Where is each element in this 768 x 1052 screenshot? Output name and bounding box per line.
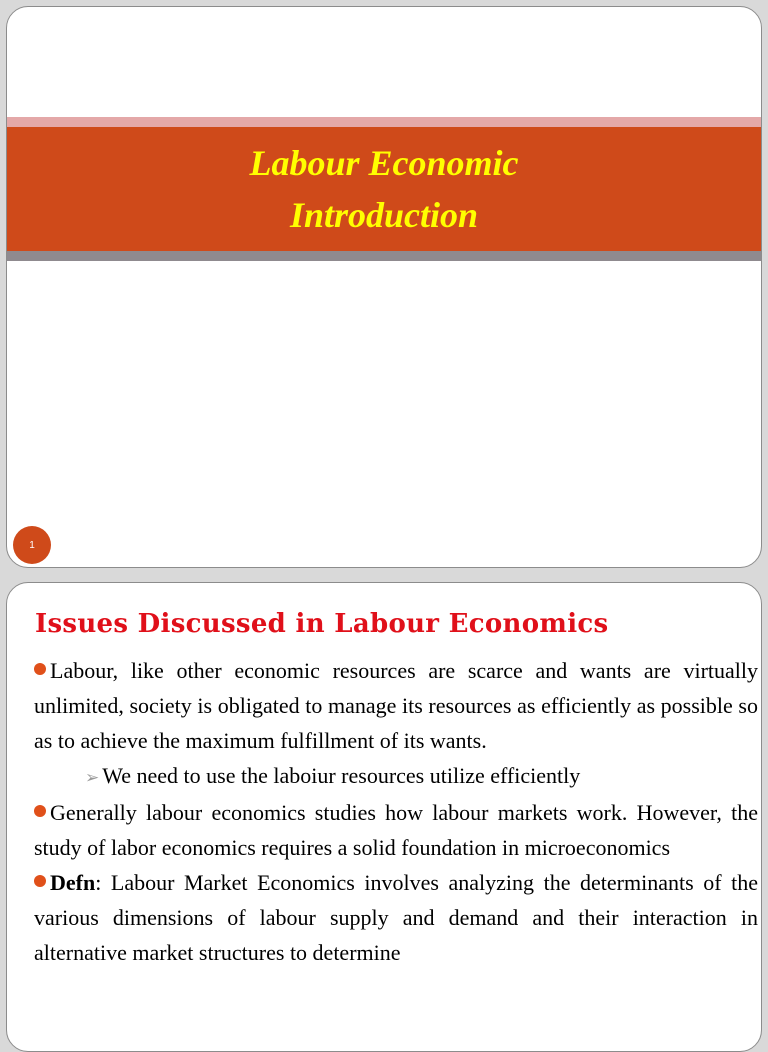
bullet-text-1: Labour, like other economic resources are scarce and wants are virtually unlimited, society is obligated to manage its resources as efficiently as possible so as to achieve the maximum fulfillment of its wants. — [34, 658, 758, 753]
definition-label: Defn — [50, 870, 96, 895]
bullet-item-3 — [34, 865, 758, 970]
round-bullet-icon — [34, 663, 46, 675]
slide-2 — [6, 582, 762, 1052]
slide-title-line-1: Labour Economic — [249, 143, 519, 183]
round-bullet-icon — [34, 805, 46, 817]
bullet-text-2: Generally labour economics studies how labour markets work. However, the study of labor economics requires a solid foundation in microeconomics — [34, 800, 758, 860]
slide-body — [34, 653, 758, 970]
sub-bullet-text: We need to use the laboiur resources utilize efficiently — [102, 763, 581, 788]
title-bottom-strip — [7, 251, 761, 261]
title-top-strip — [7, 117, 761, 127]
slide-heading: Issues Discussed in Labour Economics — [35, 609, 609, 639]
slide-number-badge: 1 — [13, 526, 51, 564]
sub-bullet-item — [34, 758, 758, 795]
slide-title-line-2: Introduction — [289, 195, 479, 235]
round-bullet-icon — [34, 875, 46, 887]
bullet-item-1 — [34, 653, 758, 758]
bullet-text-3: : Labour Market Economics involves analyzing the determinants of the various dimensions of labour supply and demand and their interaction in alternative market structures to determine — [34, 870, 758, 965]
slide-1 — [6, 6, 762, 568]
arrow-bullet-icon: ➢ — [85, 768, 100, 787]
bullet-item-2 — [34, 795, 758, 865]
title-band — [7, 127, 761, 251]
